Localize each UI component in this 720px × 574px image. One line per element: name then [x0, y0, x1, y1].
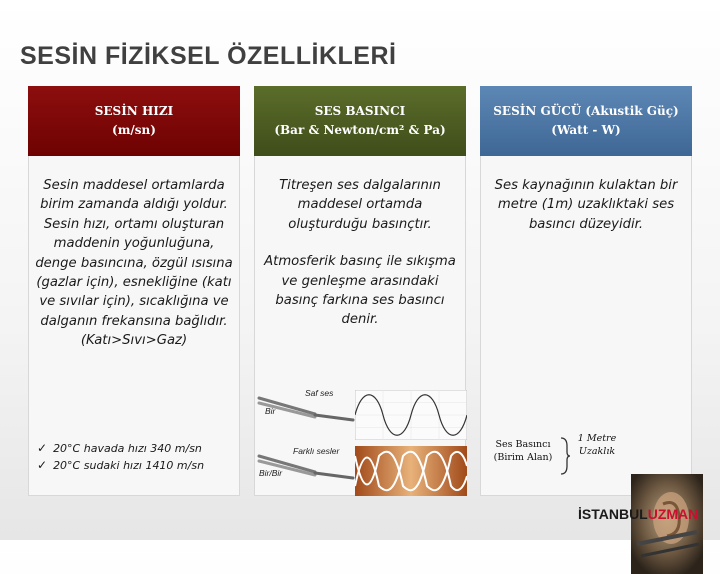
speed-header-title: SESİN HIZI [94, 104, 174, 118]
distance-label [567, 432, 627, 458]
ear-photo-image [631, 474, 703, 574]
power-header [480, 86, 692, 156]
bracket-icon [559, 436, 571, 476]
brand-part1: İSTANBUL [578, 506, 648, 522]
pressure-definition: Titreşen ses dalgalarının maddesel ortamda oluşturduğu basınçtır. [279, 178, 441, 232]
speed-fact-air-text: 20°C havada hızı 340 m/sn [53, 442, 202, 455]
pure-sound-sub: Bir [265, 406, 276, 416]
power-header-unit: (Watt - W) [551, 123, 621, 137]
pressure-explanation: Atmosferik basınç ile sıkışma ve genleşme arasındaki basınç farkına ses basıncı denir. [264, 254, 456, 328]
pressure-header-unit: (Bar & Newton/cm² & Pa) [274, 123, 446, 137]
speed-header [28, 86, 240, 156]
pressure-header-title: SES BASINCI [314, 104, 406, 118]
check-icon: ✓ [37, 458, 48, 472]
speed-column [28, 86, 240, 496]
distance-label-line2: Uzaklık [578, 446, 616, 457]
speed-header-unit: (m/sn) [112, 123, 156, 137]
pure-sound-label: Saf ses [305, 388, 334, 398]
mixed-sound-sub: Bir/Bir [259, 468, 283, 478]
brand-logo [578, 506, 698, 522]
distance-label-line1: 1 Metre [577, 433, 617, 444]
power-column [480, 86, 692, 496]
power-definition: Ses kaynağının kulaktan bir metre (1m) uzaklıktaki ses basıncı düzeyidir. [494, 178, 678, 232]
pure-wave-graph [355, 390, 467, 440]
power-body [480, 156, 692, 496]
sound-pressure-label [483, 438, 563, 464]
speed-description: Sesin maddesel ortamlarda birim zamanda aldığı yoldur. Sesin hızı, ortamı oluşturan maddenin yoğunluğuna, denge basıncına, özgül ısısına (gazlar için), esnekliğine (katı ve sıvılar için), sıcaklığına ve dalganın frekansına bağlıdır. (Katı>Sıvı>Gaz) [35, 178, 233, 349]
sound-pressure-label-line2: (Birim Alan) [493, 452, 553, 463]
pressure-column [254, 86, 466, 496]
mixed-wave-graph [355, 446, 467, 496]
page-title: SESİN FİZİKSEL ÖZELLİKLERİ [20, 42, 397, 70]
pressure-header [254, 86, 466, 156]
speed-facts [37, 440, 204, 474]
speed-fact-water [37, 457, 204, 474]
pressure-body [254, 156, 466, 496]
sound-pressure-label-line1: Ses Basıncı [495, 439, 551, 450]
mixed-sound-label: Farklı sesler [293, 446, 340, 456]
check-icon: ✓ [37, 441, 48, 455]
speed-fact-air [37, 440, 204, 457]
speed-body [28, 156, 240, 496]
speed-fact-water-text: 20°C sudaki hızı 1410 m/sn [53, 459, 205, 472]
brand-part2: UZMAN [647, 506, 699, 522]
power-header-title: SESİN GÜCÜ (Akustik Güç) [493, 104, 679, 118]
